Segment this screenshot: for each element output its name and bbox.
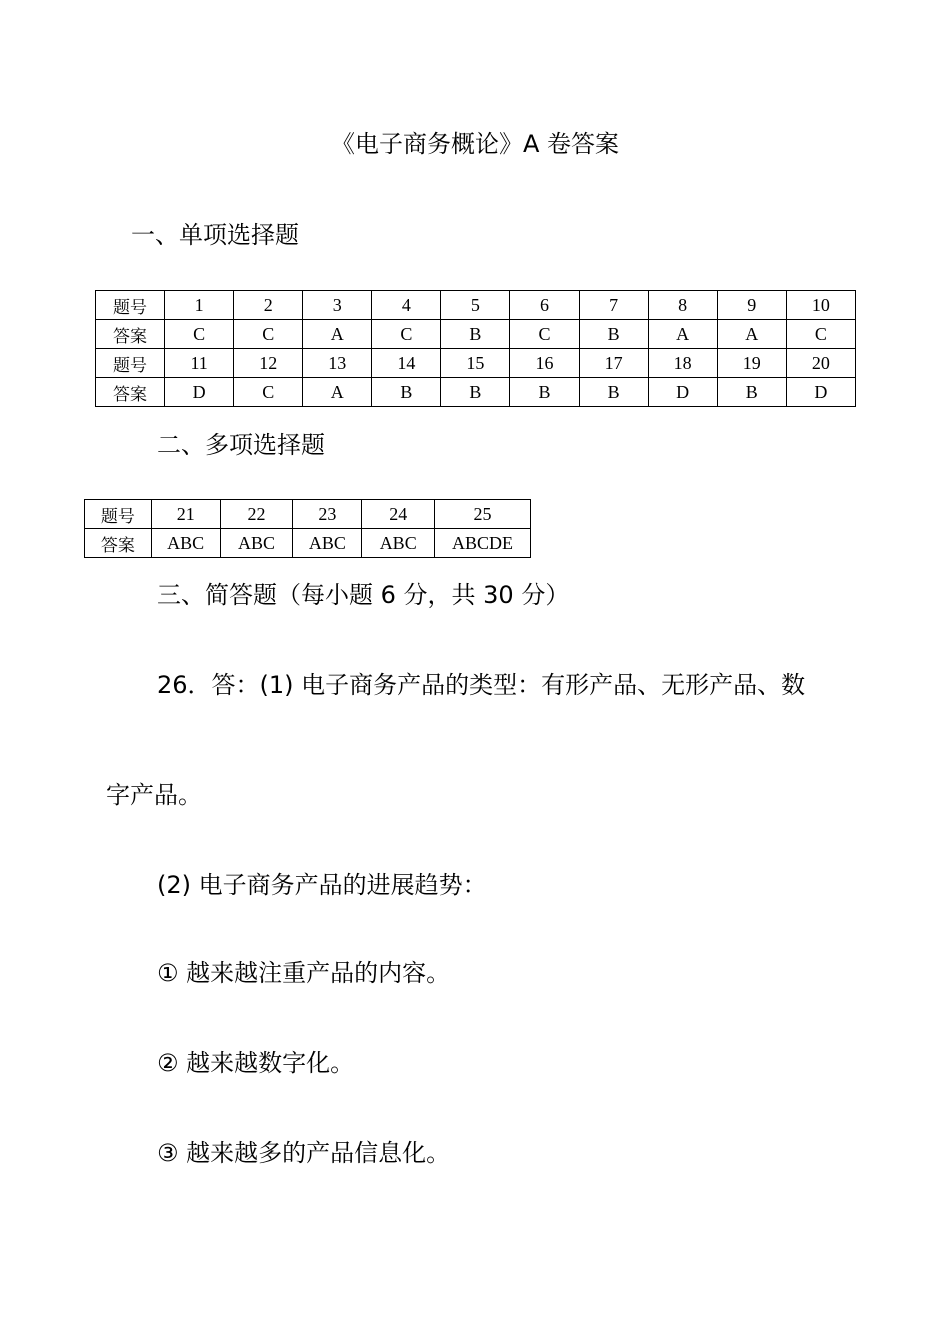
q26-part2-heading: (2) 电子商务产品的进展趋势： (157, 871, 487, 899)
table-row (96, 320, 856, 349)
table-cell: D (648, 378, 717, 407)
trend-item-2: ② 越来越数字化。 (157, 1049, 355, 1077)
section1-heading: 一、单项选择题 (131, 221, 299, 249)
q26-answer-line2: 字产品。 (106, 781, 202, 809)
table-cell: 4 (372, 291, 441, 320)
table-cell: 6 (510, 291, 579, 320)
table-cell: 8 (648, 291, 717, 320)
table-cell: B (510, 378, 579, 407)
trend-item-3: ③ 越来越多的产品信息化。 (157, 1139, 451, 1167)
table-cell: 15 (441, 349, 510, 378)
table-cell: ABCDE (435, 529, 531, 558)
row-label: 答案 (85, 529, 152, 558)
section2-heading: 二、多项选择题 (157, 431, 325, 459)
table-cell: B (579, 378, 648, 407)
table-cell: C (165, 320, 234, 349)
table-cell: 23 (293, 500, 362, 529)
multiple-choice-answer-table (84, 499, 531, 558)
table-cell: 7 (579, 291, 648, 320)
table-cell: 11 (165, 349, 234, 378)
table-cell: C (786, 320, 855, 349)
table-cell: 17 (579, 349, 648, 378)
table-cell: 9 (717, 291, 786, 320)
table-cell: 14 (372, 349, 441, 378)
single-choice-answer-table (95, 290, 856, 407)
table-cell: B (579, 320, 648, 349)
table-row (96, 291, 856, 320)
table-cell: A (303, 320, 372, 349)
table-cell: B (717, 378, 786, 407)
table-cell: ABC (220, 529, 293, 558)
section3-heading: 三、简答题（每小题 6 分，共 30 分） (157, 581, 570, 609)
q26-answer-line1: 26．答：(1) 电子商务产品的类型：有形产品、无形产品、数 (157, 671, 806, 699)
table-cell: B (441, 378, 510, 407)
table-cell: 2 (234, 291, 303, 320)
table-row (85, 529, 531, 558)
table-cell: 1 (165, 291, 234, 320)
table-cell: 25 (435, 500, 531, 529)
table-cell: B (372, 378, 441, 407)
table-row (96, 378, 856, 407)
table-cell: D (165, 378, 234, 407)
table-cell: 24 (362, 500, 435, 529)
table-cell: 16 (510, 349, 579, 378)
row-label: 题号 (96, 291, 165, 320)
table-cell: ABC (293, 529, 362, 558)
table-cell: 3 (303, 291, 372, 320)
row-label: 题号 (96, 349, 165, 378)
table-cell: 20 (786, 349, 855, 378)
table-cell: C (510, 320, 579, 349)
table-cell: 12 (234, 349, 303, 378)
table-cell: ABC (362, 529, 435, 558)
row-label: 答案 (96, 320, 165, 349)
table-cell: 10 (786, 291, 855, 320)
table-cell: 21 (151, 500, 220, 529)
table-cell: ABC (151, 529, 220, 558)
table-cell: B (441, 320, 510, 349)
row-label: 题号 (85, 500, 152, 529)
table-cell: C (372, 320, 441, 349)
trend-item-1: ① 越来越注重产品的内容。 (157, 959, 451, 987)
table-cell: D (786, 378, 855, 407)
table-cell: C (234, 378, 303, 407)
table-cell: A (303, 378, 372, 407)
row-label: 答案 (96, 378, 165, 407)
table-cell: 13 (303, 349, 372, 378)
document-title: 《电子商务概论》A 卷答案 (330, 130, 620, 158)
table-row (85, 500, 531, 529)
table-cell: 19 (717, 349, 786, 378)
table-cell: C (234, 320, 303, 349)
table-cell: 18 (648, 349, 717, 378)
table-cell: 22 (220, 500, 293, 529)
table-cell: 5 (441, 291, 510, 320)
table-cell: A (648, 320, 717, 349)
table-row (96, 349, 856, 378)
table-cell: A (717, 320, 786, 349)
